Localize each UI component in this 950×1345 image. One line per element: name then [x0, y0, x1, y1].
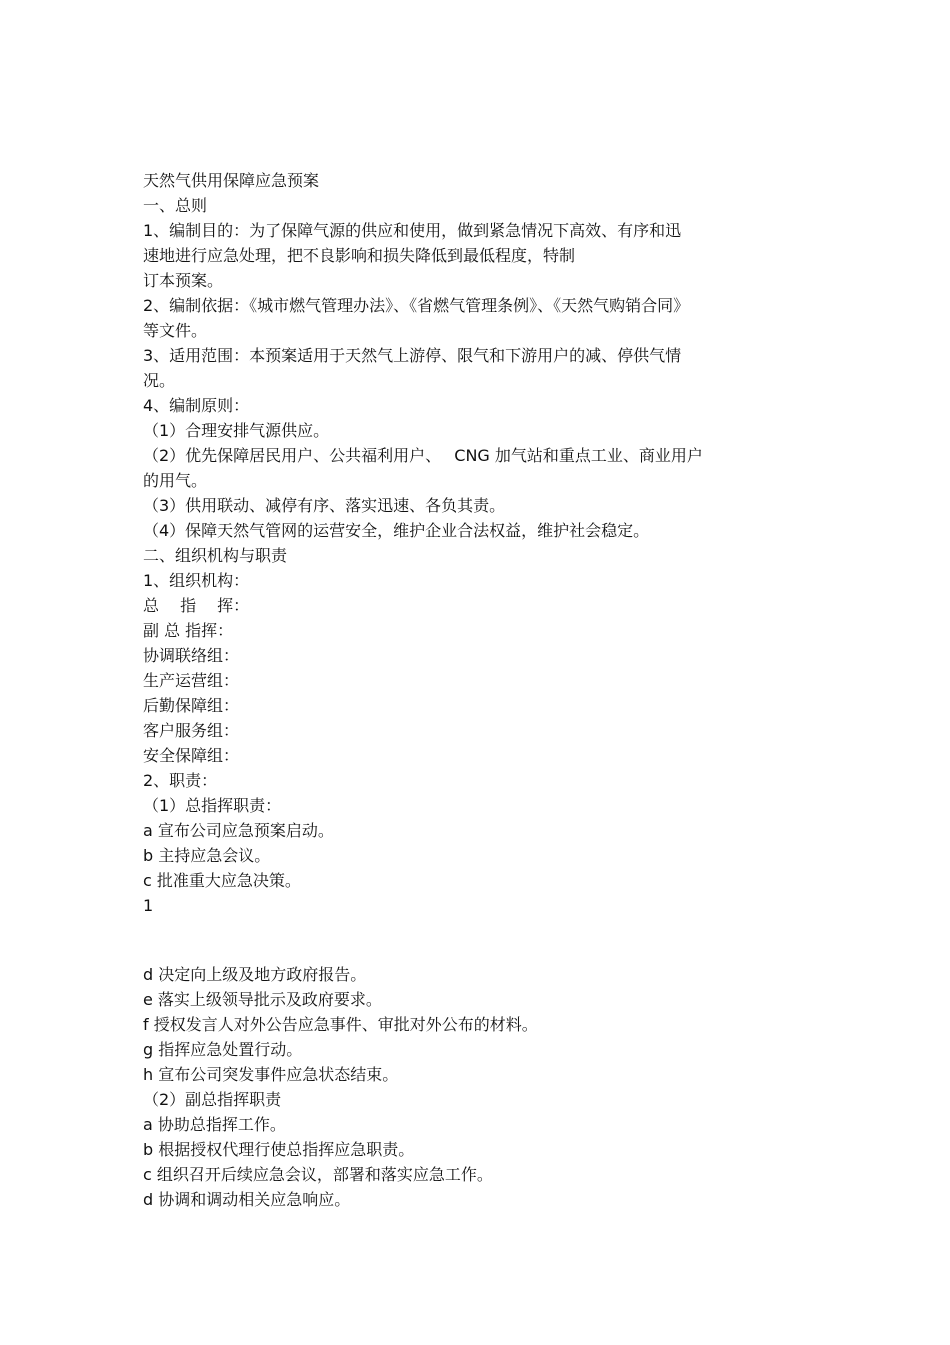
list-item: （4）保障天然气管网的运营安全，维护企业合法权益，维护社会稳定。 [143, 521, 650, 540]
paragraph-line: 3、适用范围：本预案适用于天然气上游停、限气和下游用户的减、停供气情 [143, 346, 682, 365]
paragraph-line: 2、编制依据：《城市燃气管理办法》、《省燃气管理条例》、《天然气购销合同》 [143, 296, 690, 315]
org-role: 协调联络组： [143, 646, 240, 665]
list-item: d 决定向上级及地方政府报告。 [143, 965, 367, 984]
paragraph-line: 况。 [143, 371, 176, 390]
text-block-1 [143, 168, 803, 918]
paragraph-line: 订本预案。 [143, 271, 224, 290]
list-item: （2）优先保障居民用户、公共福利用户、 CNG 加气站和重点工业、商业用户 [143, 446, 703, 465]
paragraph-line: 等文件。 [143, 321, 208, 340]
paragraph-line: 1、编制目的：为了保障气源的供应和使用，做到紧急情况下高效、有序和迅 [143, 221, 682, 240]
document-body [143, 168, 803, 1212]
org-role: 安全保障组： [143, 746, 240, 765]
list-item: a 协助总指挥工作。 [143, 1115, 286, 1134]
page-break [143, 918, 803, 962]
org-role: 副 总 指挥： [143, 621, 234, 640]
list-item: h 宣布公司突发事件应急状态结束。 [143, 1065, 399, 1084]
org-role: 后勤保障组： [143, 696, 240, 715]
list-item: c 批准重大应急决策。 [143, 871, 301, 890]
paragraph-line: 2、职责： [143, 771, 218, 790]
org-role: 客户服务组： [143, 721, 240, 740]
list-item: f 授权发言人对外公告应急事件、审批对外公布的材料。 [143, 1015, 538, 1034]
paragraph-line: 1、组织机构： [143, 571, 250, 590]
section-heading-general: 一、总则 [143, 196, 208, 215]
list-item: （3）供用联动、减停有序、落实迅速、各负其责。 [143, 496, 506, 515]
list-item: c 组织召开后续应急会议，部署和落实应急工作。 [143, 1165, 493, 1184]
doc-title: 天然气供用保障应急预案 [143, 171, 320, 190]
section-heading-organization: 二、组织机构与职责 [143, 546, 288, 565]
list-item: （1）合理安排气源供应。 [143, 421, 330, 440]
text-block-2 [143, 962, 803, 1212]
list-item: （2）副总指挥职责 [143, 1090, 282, 1109]
list-item: g 指挥应急处置行动。 [143, 1040, 303, 1059]
list-item: e 落实上级领导批示及政府要求。 [143, 990, 382, 1009]
list-item: b 主持应急会议。 [143, 846, 271, 865]
paragraph-line: 速地进行应急处理，把不良影响和损失降低到最低程度，特制 [143, 246, 576, 265]
list-item: a 宣布公司应急预案启动。 [143, 821, 334, 840]
list-item: b 根据授权代理行使总指挥应急职责。 [143, 1140, 415, 1159]
org-role: 总 指 挥： [143, 596, 250, 615]
org-role: 生产运营组： [143, 671, 240, 690]
paragraph-line: 4、编制原则： [143, 396, 250, 415]
list-item: 的用气。 [143, 471, 208, 490]
page-number: 1 [143, 896, 154, 915]
list-item: （1）总指挥职责： [143, 796, 282, 815]
list-item: d 协调和调动相关应急响应。 [143, 1190, 351, 1209]
